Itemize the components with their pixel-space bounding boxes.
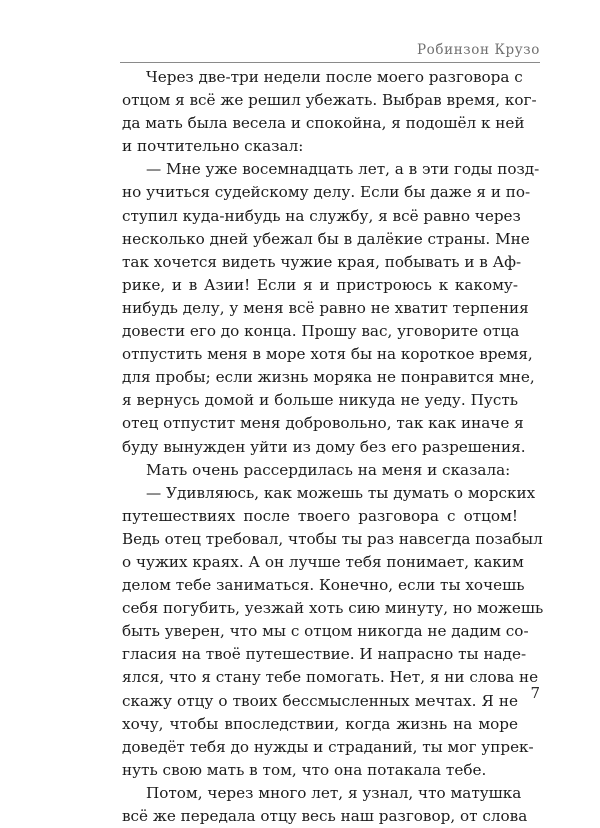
text-line: но учиться судейскому делу. Если бы даже я и по- bbox=[122, 183, 531, 202]
text-line: нуть свою мать в том, что она потакала тебе. bbox=[122, 760, 487, 779]
text-line: скажу отцу о твоих бессмысленных мечтах. Я не bbox=[122, 691, 518, 710]
text-line: отпустить меня в море хотя бы на короткое время, bbox=[122, 345, 533, 364]
text-line: рике, и в Азии! Если я и пристроюсь к какому- bbox=[122, 275, 518, 294]
text-line: хочу, чтобы впоследствии, когда жизнь на море bbox=[122, 714, 518, 733]
text-line: для пробы; если жизнь моряка не понравится мне, bbox=[122, 368, 535, 387]
text-line: отцом я всё же решил убежать. Выбрав время, ког- bbox=[122, 91, 537, 110]
text-line: ялся, что я стану тебе помогать. Нет, я ни слова не bbox=[122, 668, 539, 687]
text-line: всё же передала отцу весь наш разговор, от слова bbox=[122, 807, 528, 825]
text-line: Ведь отец требовал, чтобы ты раз навсегда позабыл bbox=[122, 529, 543, 548]
text-line: довести его до конца. Прошу вас, уговорите отца bbox=[122, 322, 520, 341]
text-line: путешествиях после твоего разговора с отцом! bbox=[122, 506, 518, 525]
text-line: себя погубить, уезжай хоть сию минуту, но можешь bbox=[122, 599, 544, 618]
text-line: отец отпустит меня добровольно, так как иначе я bbox=[122, 414, 524, 433]
text-line: и почтительно сказал: bbox=[122, 137, 304, 156]
text-line: быть уверен, что мы с отцом никогда не дадим со- bbox=[122, 622, 529, 641]
text-line: доведёт тебя до нужды и страданий, ты мог упрек- bbox=[122, 737, 534, 756]
text-line: Мать очень рассердилась на меня и сказала: bbox=[146, 460, 511, 479]
text-line: несколько дней убежал бы в далёкие страны. Мне bbox=[122, 229, 530, 248]
header-rule bbox=[120, 62, 540, 63]
text-line: ступил куда-нибудь на службу, я всё равно через bbox=[122, 206, 521, 225]
page-number: 7 bbox=[530, 684, 540, 702]
text-line: нибудь делу, у меня всё равно не хватит терпения bbox=[122, 298, 529, 317]
text-line: делом тебе заниматься. Конечно, если ты хочешь bbox=[122, 576, 525, 595]
text-line: о чужих краях. А он лучше тебя понимает, каким bbox=[122, 552, 524, 571]
text-line: да мать была весела и спокойна, я подошёл к ней bbox=[122, 114, 525, 133]
text-line: так хочется видеть чужие края, побывать и в Аф- bbox=[122, 252, 522, 271]
text-line: Потом, через много лет, я узнал, что матушка bbox=[146, 783, 522, 802]
text-line: Через две-три недели после моего разговора с bbox=[146, 68, 523, 86]
text-line: — Удивляюсь, как можешь ты думать о морских bbox=[146, 483, 536, 502]
body-text bbox=[122, 66, 544, 828]
running-head: Робинзон Крузо bbox=[416, 42, 540, 58]
text-line: я вернусь домой и больше никуда не уеду. Пусть bbox=[122, 391, 518, 410]
text-line: — Мне уже восемнадцать лет, а в эти годы позд- bbox=[146, 160, 540, 179]
text-line: буду вынужден уйти из дому без его разрешения. bbox=[122, 437, 526, 456]
text-line: гласия на твоё путешествие. И напрасно ты наде- bbox=[122, 645, 527, 664]
